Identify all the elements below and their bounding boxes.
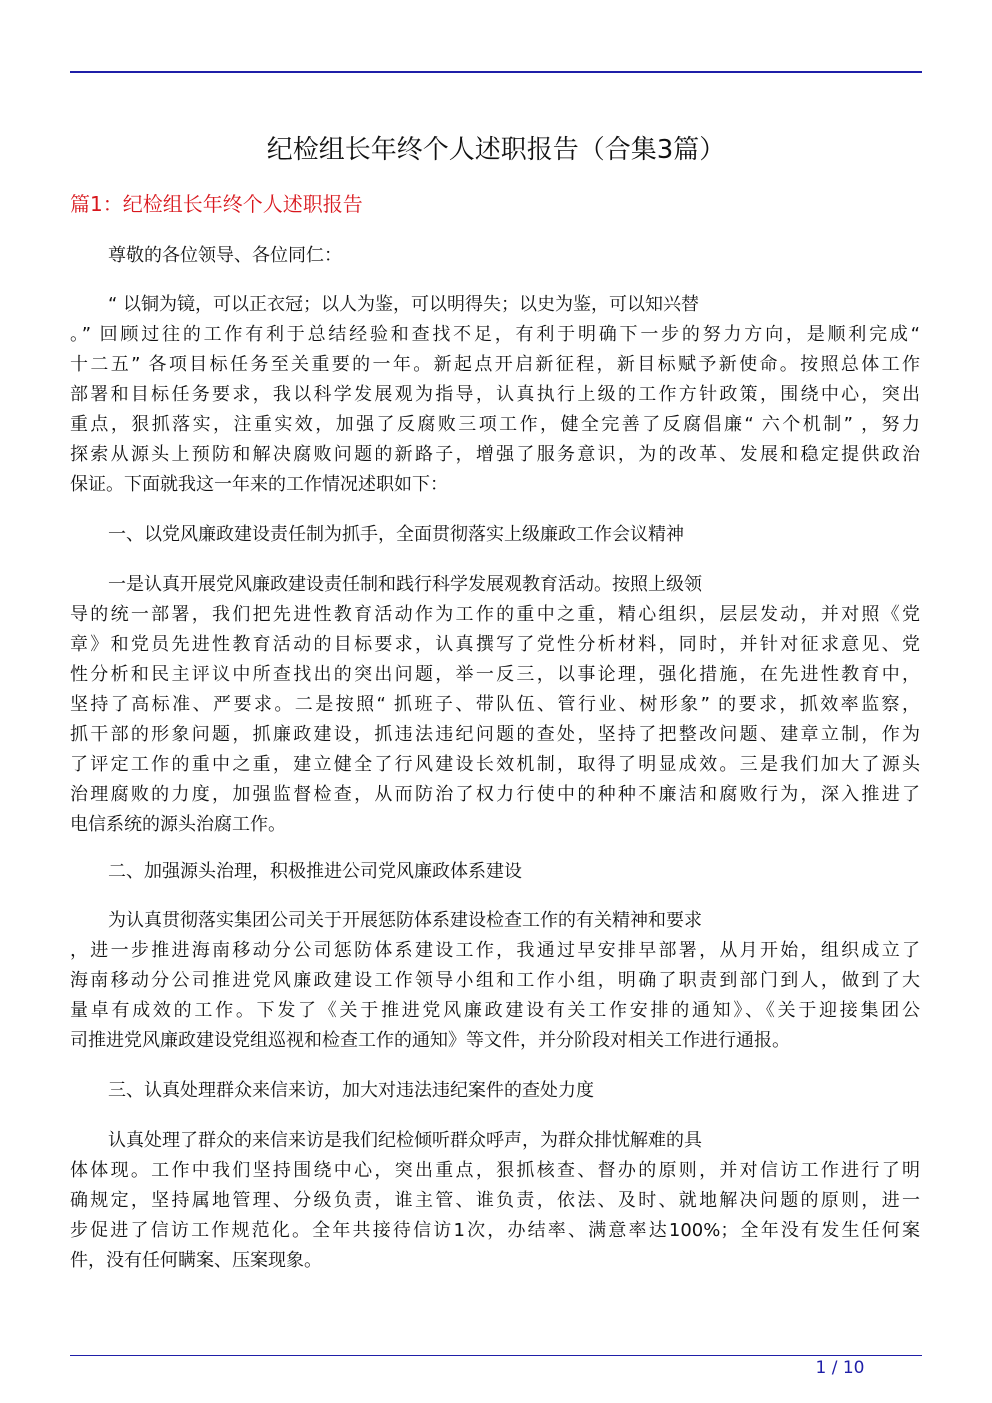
paragraph — [70, 290, 920, 500]
paragraph — [70, 570, 920, 840]
text-line: 司推进党风廉政建设党组巡视和检查工作的通知》等文件，并分阶段对相关工作进行通报。 — [70, 1030, 790, 1051]
text-line: 部署和目标任务要求，我以科学发展观为指导，认真执行上级的工作方针政策，围绕中心，突出 — [70, 384, 920, 405]
text-line: 坚持了高标准、严要求。二是按照“ 抓班子、带队伍、管行业、树形象” 的要求，抓效率监察， — [70, 694, 920, 715]
text-line: 性分析和民主评议中所查找出的突出问题，举一反三，以事论理，强化措施，在先进性教育中， — [70, 664, 920, 685]
header-rule — [70, 71, 922, 73]
text-line: 。” 回顾过往的工作有利于总结经验和查找不足，有利于明确下一步的努力方向，是顺利完成“ — [70, 324, 920, 345]
text-line: 一、以党风廉政建设责任制为抓手，全面贯彻落实上级廉政工作会议精神 — [108, 524, 684, 545]
text-line: 步促进了信访工作规范化。全年共接待信访1次，办结率、满意率达100%；全年没有发生任何案 — [70, 1220, 920, 1241]
subheading — [70, 857, 920, 887]
subheading — [70, 520, 920, 550]
text-line: 件，没有任何瞒案、压案现象。 — [70, 1250, 322, 1271]
greeting-text: 尊敬的各位领导、各位同仁： — [108, 245, 342, 266]
text-line: 治理腐败的力度，加强监督检查，从而防治了权力行使中的种种不廉洁和腐败行为，深入推进了 — [70, 784, 920, 805]
text-line: “ 以铜为镜，可以正衣冠；以人为鉴，可以明得失；以史为鉴，可以知兴替 — [108, 294, 700, 315]
text-line: 保证。下面就我这一年来的工作情况述职如下： — [70, 474, 448, 495]
text-line: 为认真贯彻落实集团公司关于开展惩防体系建设检查工作的有关精神和要求 — [108, 910, 702, 931]
page-number: 1 / 10 — [815, 1358, 865, 1378]
section-heading: 篇1：纪检组长年终个人述职报告 — [70, 192, 363, 216]
text-line: 导的统一部署，我们把先进性教育活动作为工作的重中之重，精心组织，层层发动，并对照《党 — [70, 604, 920, 625]
text-line: ，进一步推进海南移动分公司惩防体系建设工作，我通过早安排早部署，从月开始，组织成立了 — [70, 940, 920, 961]
text-line: 电信系统的源头治腐工作。 — [70, 814, 286, 835]
text-line: 探索从源头上预防和解决腐败问题的新路子，增强了服务意识，为的改革、发展和稳定提供政治 — [70, 444, 920, 465]
document-title: 纪检组长年终个人述职报告（合集3篇） — [266, 135, 726, 165]
paragraph — [70, 906, 920, 1056]
text-line: 抓干部的形象问题，抓廉政建设，抓违法违纪问题的查处，坚持了把整改问题、建章立制，作为 — [70, 724, 920, 745]
text-line: 了评定工作的重中之重，建立健全了行风建设长效机制，取得了明显成效。三是我们加大了源头 — [70, 754, 920, 775]
text-line: 二、加强源头治理，积极推进公司党风廉政体系建设 — [108, 861, 522, 882]
paragraph — [70, 1126, 920, 1276]
subheading — [70, 1076, 920, 1106]
text-line: 重点，狠抓落实，注重实效，加强了反腐败三项工作，健全完善了反腐倡廉“ 六个机制” ，努力 — [70, 414, 920, 435]
text-line: 海南移动分公司推进党风廉政建设工作领导小组和工作小组，明确了职责到部门到人，做到了大 — [70, 970, 920, 991]
text-line: 确规定，坚持属地管理、分级负责，谁主管、谁负责，依法、及时、就地解决问题的原则，进一 — [70, 1190, 920, 1211]
text-line: 体体现。工作中我们坚持围绕中心，突出重点，狠抓核查、督办的原则，并对信访工作进行了明 — [70, 1160, 920, 1181]
text-line: 章》和党员先进性教育活动的目标要求，认真撰写了党性分析材料，同时，并针对征求意见、党 — [70, 634, 920, 655]
text-line: 三、认真处理群众来信来访，加大对违法违纪案件的查处力度 — [108, 1080, 594, 1101]
greeting — [70, 241, 920, 271]
text-line: 认真处理了群众的来信来访是我们纪检倾听群众呼声，为群众排忧解难的具 — [108, 1130, 702, 1151]
text-line: 十二五” 各项目标任务至关重要的一年。新起点开启新征程，新目标赋予新使命。按照总体工作 — [70, 354, 920, 375]
text-line: 量卓有成效的工作。下发了《关于推进党风廉政建设有关工作安排的通知》、《关于迎接集团公 — [70, 1000, 920, 1021]
text-line: 一是认真开展党风廉政建设责任制和践行科学发展观教育活动。按照上级领 — [108, 574, 702, 595]
